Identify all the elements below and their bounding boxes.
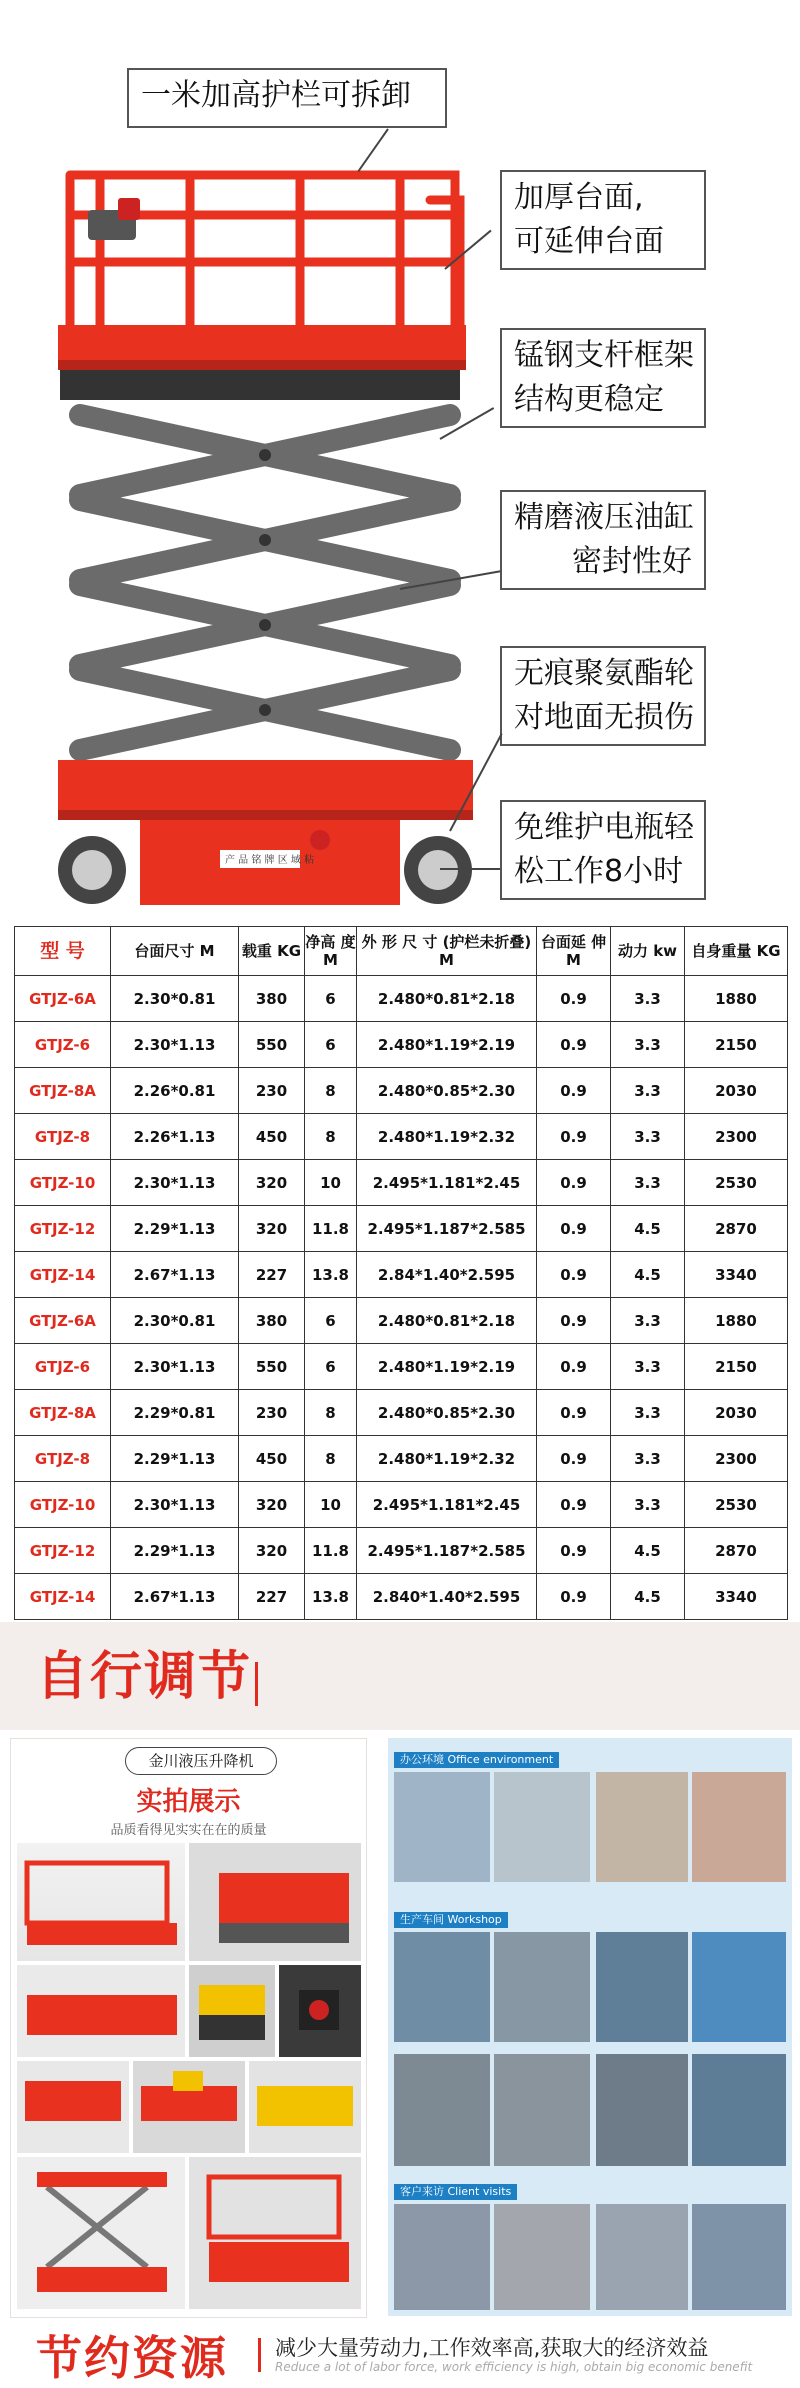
- table-cell: 4.5: [611, 1528, 685, 1574]
- product-photo: [189, 1843, 361, 1961]
- product-photo: [17, 1843, 185, 1961]
- table-row: [15, 976, 788, 1022]
- table-row: [15, 1528, 788, 1574]
- table-row: [15, 1574, 788, 1620]
- section-label-office: 办公环境 Office environment: [394, 1752, 559, 1768]
- table-cell: 2870: [685, 1528, 788, 1574]
- table-cell: 13.8: [305, 1252, 357, 1298]
- table-cell: 2.480*1.19*2.19: [357, 1022, 537, 1068]
- workshop-photo: [494, 1932, 590, 2042]
- table-cell: 0.9: [537, 1482, 611, 1528]
- section-label-workshop: 生产车间 Workshop: [394, 1912, 508, 1928]
- header-cell: 载重 KG: [239, 927, 305, 976]
- brand-tag: 金川液压升降机: [125, 1747, 277, 1775]
- table-cell: 2300: [685, 1114, 788, 1160]
- table-cell: 2.840*1.40*2.595: [357, 1574, 537, 1620]
- client-visit-photo: [692, 2204, 786, 2310]
- table-cell: 3.3: [611, 1160, 685, 1206]
- product-section: [0, 0, 800, 915]
- workshop-photo: [494, 2054, 590, 2166]
- table-cell: 2870: [685, 1206, 788, 1252]
- workshop-photo: [394, 2054, 490, 2166]
- table-cell: 3.3: [611, 1298, 685, 1344]
- table-cell: 3.3: [611, 1114, 685, 1160]
- client-visit-photo: [596, 2204, 688, 2310]
- table-cell: 450: [239, 1436, 305, 1482]
- table-cell: 320: [239, 1160, 305, 1206]
- table-cell: 4.5: [611, 1574, 685, 1620]
- table-cell: 0.9: [537, 1252, 611, 1298]
- table-cell: 2150: [685, 1022, 788, 1068]
- table-cell: 0.9: [537, 1114, 611, 1160]
- table-cell: 2300: [685, 1436, 788, 1482]
- workshop-photo: [394, 1932, 490, 2042]
- table-cell: 2.30*1.13: [111, 1160, 239, 1206]
- office-photo: [692, 1772, 786, 1882]
- client-visit-photo: [394, 2204, 490, 2310]
- table-cell: 2.480*0.85*2.30: [357, 1068, 537, 1114]
- workshop-photo: [596, 2054, 688, 2166]
- banner-title: 节约资源: [36, 2331, 228, 2385]
- table-row: [15, 1298, 788, 1344]
- table-cell: 2.480*0.85*2.30: [357, 1390, 537, 1436]
- callout-deck: 加厚台面, 可延伸台面: [500, 170, 706, 270]
- table-cell: 6: [305, 976, 357, 1022]
- table-cell: 0.9: [537, 1574, 611, 1620]
- table-row: [15, 1160, 788, 1206]
- table-cell: 450: [239, 1114, 305, 1160]
- product-photo: [249, 2061, 361, 2153]
- office-photo: [394, 1772, 490, 1882]
- table-cell: 3340: [685, 1574, 788, 1620]
- self-adjust-banner: [0, 1622, 800, 1730]
- product-photo: [189, 2157, 361, 2309]
- table-cell: 2.67*1.13: [111, 1252, 239, 1298]
- table-cell: 2030: [685, 1390, 788, 1436]
- header-cell: 型 号: [15, 927, 111, 976]
- table-cell: 2.29*0.81: [111, 1390, 239, 1436]
- model-cell: GTJZ-8: [15, 1436, 111, 1482]
- banner-divider: [258, 2338, 261, 2372]
- table-cell: 3.3: [611, 1344, 685, 1390]
- table-cell: 227: [239, 1252, 305, 1298]
- table-cell: 11.8: [305, 1528, 357, 1574]
- table-row: [15, 1482, 788, 1528]
- model-cell: GTJZ-6: [15, 1022, 111, 1068]
- spec-table: [14, 926, 788, 1620]
- model-cell: GTJZ-10: [15, 1160, 111, 1206]
- model-cell: GTJZ-6: [15, 1344, 111, 1390]
- banner-text: 减少大量劳动力,工作效率高,获取大的经济效益: [275, 2336, 709, 2360]
- table-cell: 2530: [685, 1482, 788, 1528]
- table-cell: 320: [239, 1206, 305, 1252]
- table-cell: 3.3: [611, 976, 685, 1022]
- table-cell: 550: [239, 1022, 305, 1068]
- table-row: [15, 1114, 788, 1160]
- table-cell: 0.9: [537, 1436, 611, 1482]
- table-header-row: [15, 927, 788, 976]
- table-cell: 2.480*1.19*2.32: [357, 1114, 537, 1160]
- header-cell: 自身重量 KG: [685, 927, 788, 976]
- header-cell: 外 形 尺 寸 (护栏未折叠) M: [357, 927, 537, 976]
- model-cell: GTJZ-14: [15, 1252, 111, 1298]
- table-row: [15, 1022, 788, 1068]
- table-cell: 0.9: [537, 1298, 611, 1344]
- workshop-photo: [596, 1932, 688, 2042]
- banner-text-en: Reduce a lot of labor force, work efficiency is high, obtain big economic benefit: [275, 2360, 753, 2374]
- table-cell: 0.9: [537, 976, 611, 1022]
- machine-plate-text: 产 品 铭 牌 区 域 粘: [225, 855, 315, 866]
- product-photo: [189, 1965, 275, 2057]
- table-cell: 2.480*0.81*2.18: [357, 1298, 537, 1344]
- section-label-visits: 客户来访 Client visits: [394, 2184, 517, 2200]
- callout-wheels: 无痕聚氨酯轮 对地面无损伤: [500, 646, 706, 746]
- table-cell: 0.9: [537, 1160, 611, 1206]
- table-cell: 2.29*1.13: [111, 1528, 239, 1574]
- table-cell: 2.30*1.13: [111, 1344, 239, 1390]
- header-cell: 净高 度 M: [305, 927, 357, 976]
- table-cell: 2.67*1.13: [111, 1574, 239, 1620]
- table-cell: 2.30*1.13: [111, 1482, 239, 1528]
- leader-line: [440, 868, 500, 870]
- table-cell: 2.29*1.13: [111, 1436, 239, 1482]
- table-cell: 230: [239, 1068, 305, 1114]
- workshop-photo: [692, 1932, 786, 2042]
- table-cell: 8: [305, 1114, 357, 1160]
- table-cell: 11.8: [305, 1206, 357, 1252]
- product-photo: [17, 2061, 129, 2153]
- model-cell: GTJZ-6A: [15, 976, 111, 1022]
- table-cell: 2.480*1.19*2.19: [357, 1344, 537, 1390]
- showcase-title: 实拍展示: [136, 1787, 241, 1817]
- table-cell: 230: [239, 1390, 305, 1436]
- header-cell: 动力 kw: [611, 927, 685, 976]
- table-cell: 2.495*1.187*2.585: [357, 1528, 537, 1574]
- workshop-photo: [692, 2054, 786, 2166]
- table-cell: 8: [305, 1436, 357, 1482]
- table-cell: 2530: [685, 1160, 788, 1206]
- table-cell: 2.84*1.40*2.595: [357, 1252, 537, 1298]
- model-cell: GTJZ-8A: [15, 1068, 111, 1114]
- table-cell: 3340: [685, 1252, 788, 1298]
- table-cell: 3.3: [611, 1482, 685, 1528]
- table-cell: 2150: [685, 1344, 788, 1390]
- model-cell: GTJZ-12: [15, 1206, 111, 1252]
- client-visit-photo: [494, 2204, 590, 2310]
- table-cell: 10: [305, 1482, 357, 1528]
- product-photo: [17, 1965, 185, 2057]
- table-cell: 3.3: [611, 1068, 685, 1114]
- callout-guardrail: 一米加高护栏可拆卸: [127, 68, 447, 128]
- model-cell: GTJZ-8A: [15, 1390, 111, 1436]
- table-row: [15, 1436, 788, 1482]
- photo-showcase-panel: [10, 1738, 367, 2318]
- table-cell: 550: [239, 1344, 305, 1390]
- table-cell: 0.9: [537, 1068, 611, 1114]
- scissor-lift-illustration: [0, 0, 800, 915]
- table-cell: 0.9: [537, 1344, 611, 1390]
- table-cell: 2.29*1.13: [111, 1206, 239, 1252]
- table-cell: 3.3: [611, 1390, 685, 1436]
- table-cell: 4.5: [611, 1206, 685, 1252]
- table-cell: 1880: [685, 976, 788, 1022]
- table-cell: 0.9: [537, 1206, 611, 1252]
- table-row: [15, 1344, 788, 1390]
- banner-divider: [255, 1662, 258, 1706]
- table-cell: 320: [239, 1482, 305, 1528]
- product-photo: [279, 1965, 361, 2057]
- table-cell: 6: [305, 1022, 357, 1068]
- table-cell: 1880: [685, 1298, 788, 1344]
- table-cell: 2.26*0.81: [111, 1068, 239, 1114]
- table-cell: 2030: [685, 1068, 788, 1114]
- model-cell: GTJZ-6A: [15, 1298, 111, 1344]
- product-photo: [17, 2157, 185, 2309]
- table-cell: 227: [239, 1574, 305, 1620]
- table-cell: 0.9: [537, 1390, 611, 1436]
- table-cell: 3.3: [611, 1436, 685, 1482]
- table-cell: 8: [305, 1390, 357, 1436]
- table-cell: 2.480*1.19*2.32: [357, 1436, 537, 1482]
- table-cell: 2.480*0.81*2.18: [357, 976, 537, 1022]
- table-cell: 2.30*0.81: [111, 1298, 239, 1344]
- table-cell: 6: [305, 1344, 357, 1390]
- table-cell: 0.9: [537, 1022, 611, 1068]
- header-cell: 台面尺寸 M: [111, 927, 239, 976]
- table-cell: 2.30*0.81: [111, 976, 239, 1022]
- table-cell: 2.495*1.187*2.585: [357, 1206, 537, 1252]
- banner-title: 自行调节: [36, 1647, 253, 1707]
- table-cell: 6: [305, 1298, 357, 1344]
- company-photo-panel: [388, 1738, 792, 2316]
- model-cell: GTJZ-14: [15, 1574, 111, 1620]
- office-photo: [596, 1772, 688, 1882]
- table-cell: 2.495*1.181*2.45: [357, 1160, 537, 1206]
- table-cell: 380: [239, 1298, 305, 1344]
- save-resources-banner: [0, 2320, 800, 2385]
- model-cell: GTJZ-12: [15, 1528, 111, 1574]
- model-cell: GTJZ-8: [15, 1114, 111, 1160]
- table-row: [15, 1252, 788, 1298]
- product-photo: [133, 2061, 245, 2153]
- table-row: [15, 1068, 788, 1114]
- table-cell: 2.30*1.13: [111, 1022, 239, 1068]
- table-cell: 3.3: [611, 1022, 685, 1068]
- office-photo: [494, 1772, 590, 1882]
- callout-battery: 免维护电瓶轻 松工作8小时: [500, 800, 706, 900]
- table-row: [15, 1206, 788, 1252]
- table-cell: 13.8: [305, 1574, 357, 1620]
- callout-frame: 锰钢支杆框架 结构更稳定: [500, 328, 706, 428]
- table-cell: 2.495*1.181*2.45: [357, 1482, 537, 1528]
- callout-cylinder: 精磨液压油缸 密封性好: [500, 490, 706, 590]
- table-cell: 8: [305, 1068, 357, 1114]
- table-cell: 320: [239, 1528, 305, 1574]
- table-row: [15, 1390, 788, 1436]
- table-cell: 10: [305, 1160, 357, 1206]
- showcase-subtitle: 品质看得见实实在在的质量: [110, 1823, 267, 1838]
- table-cell: 2.26*1.13: [111, 1114, 239, 1160]
- header-cell: 台面延 伸 M: [537, 927, 611, 976]
- table-cell: 0.9: [537, 1528, 611, 1574]
- table-cell: 380: [239, 976, 305, 1022]
- table-cell: 4.5: [611, 1252, 685, 1298]
- model-cell: GTJZ-10: [15, 1482, 111, 1528]
